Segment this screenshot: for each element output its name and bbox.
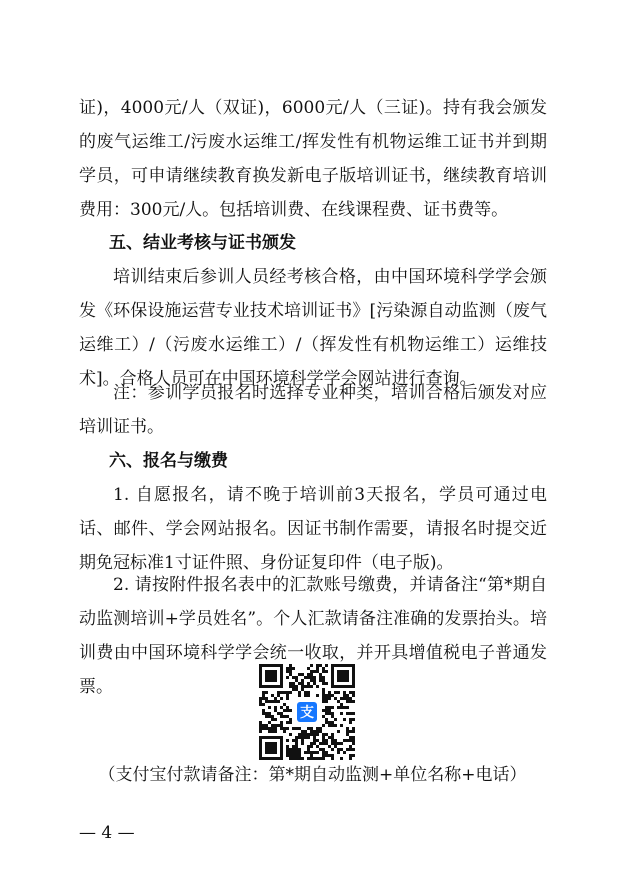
alipay-icon <box>295 700 319 724</box>
alipay-qr-code <box>259 664 355 760</box>
section-6-registration-paragraph: 1. 自愿报名，请不晚于培训前3天报名，学员可通过电话、邮件、学会网站报名。因证书制作需要，请报名时提交近期免冠标准1寸证件照、身份证复印件（电子版)。 <box>79 485 547 573</box>
qr-payment-caption: （支付宝付款请备注：第*期自动监测+单位名称+电话） <box>98 765 527 785</box>
svg-text:支: 支 <box>300 705 314 721</box>
page-number: — 4 — <box>79 823 135 843</box>
fee-paragraph-continued: 证)，4000元/人（双证)，6000元/人（三证)。持有我会颁发的废气运维工/污废水运维工/挥发性有机物运维工证书并到期学员，可申请继续教育换发新电子版培训证书，继续教育培训费用：300元/人。包括培训费、在线课程费、证书费等。 <box>79 98 547 220</box>
section-5-heading: 五、结业考核与证书颁发 <box>109 233 296 253</box>
section-5-certificate-paragraph: 培训结束后参训人员经考核合格，由中国环境科学学会颁发《环保设施运营专业技术培训证书》[污染源自动监测（废气运维工）/（污废水运维工）/（挥发性有机物运维工）运维技术]。合格人员可在中国环境科学学会网站进行查询。 <box>79 267 547 389</box>
section-6-payment-paragraph: 2. 请按附件报名表中的汇款账号缴费，并请备注“第*期自动监测培训+学员姓名”。个人汇款请备注准确的发票抬头。培训费由中国环境科学学会统一收取，并开具增值税电子普通发票。 <box>79 575 547 697</box>
section-6-heading: 六、报名与缴费 <box>109 451 228 471</box>
section-5-note: 注：参训学员报名时选择专业种类，培训合格后颁发对应培训证书。 <box>79 383 547 437</box>
qr-code-image <box>259 664 355 760</box>
